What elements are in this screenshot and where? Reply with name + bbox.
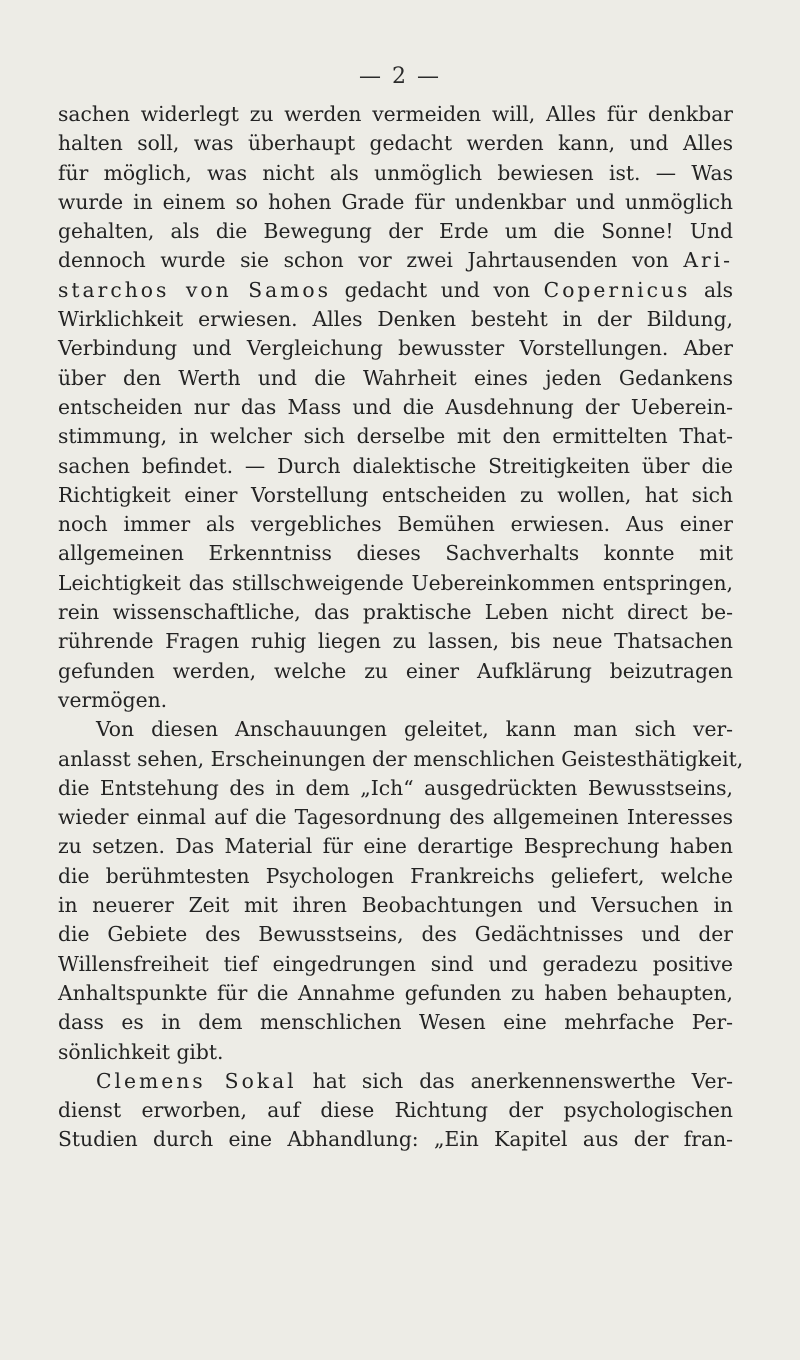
text-line (58, 1096, 733, 1125)
text-line (58, 569, 733, 598)
text-line (58, 100, 733, 129)
page-number: — 2 — (359, 64, 441, 89)
text-run: sachen widerlegt zu werden vermeiden will, Alles für denkbar (58, 102, 733, 126)
text-run: anlasst sehen, Erscheinungen der menschlichen Geistesthätigkeit, (58, 746, 744, 771)
text-line (58, 657, 733, 686)
text-run: zu setzen. Das Material für eine derartige Besprechung haben (58, 834, 733, 859)
text-line (58, 188, 733, 217)
text-run: wieder einmal auf die Tagesordnung des allgemeinen Interesses (58, 805, 733, 830)
text-run: Wirklichkeit erwiesen. Alles Denken besteht in der Bildung, (58, 307, 733, 332)
text-run: sachen befindet. — Durch dialektische Streitigkeiten über die (58, 453, 733, 478)
text-run: dennoch wurde sie schon vor zwei Jahrtausenden von (58, 248, 684, 273)
text-run: die Entstehung des in dem „Ich“ ausgedrückten Bewusstseins, (58, 775, 733, 800)
text-run: vermögen. (58, 687, 168, 712)
text-line (58, 862, 733, 891)
paragraph (58, 715, 744, 1067)
body-text (58, 100, 744, 1155)
text-line (58, 803, 733, 832)
text-line (58, 715, 733, 744)
paragraph (58, 1067, 733, 1155)
text-run: in neuerer Zeit mit ihren Beobachtungen und Versuchen in (58, 893, 733, 918)
text-line (58, 481, 733, 510)
text-line (58, 305, 733, 334)
text-line (58, 246, 733, 275)
text-line (58, 891, 733, 920)
text-line (58, 510, 733, 539)
spaced-name: Clemens Sokal (96, 1068, 297, 1093)
text-line (58, 832, 733, 861)
spaced-name: Ari- (683, 248, 733, 273)
text-run: Leichtigkeit das stillschweigende Uebereinkommen entspringen, (58, 570, 733, 595)
text-run: dass es in dem menschlichen Wesen eine mehrfache Per- (58, 1010, 733, 1035)
text-run: sönlichkeit gibt. (58, 1039, 224, 1064)
text-run: gehalten, als die Bewegung der Erde um die Sonne! Und (58, 219, 733, 244)
text-run: rührende Fragen ruhig liegen zu lassen, bis neue Thatsachen (58, 629, 733, 654)
text-run: Studien durch eine Abhandlung: „Ein Kapitel aus der fran- (58, 1127, 733, 1152)
text-run: dienst erworben, auf diese Richtung der psychologischen (58, 1098, 733, 1123)
text-line (58, 745, 744, 774)
text-run: halten soll, was überhaupt gedacht werden kann, und Alles (58, 131, 733, 156)
text-run: für möglich, was nicht als unmöglich bewiesen ist. — Was (58, 160, 733, 185)
text-run: gedacht und von (331, 277, 544, 302)
text-line (58, 1125, 733, 1154)
text-run: Anhaltspunkte für die Annahme gefunden zu haben behaupten, (58, 980, 733, 1005)
text-run: entscheiden nur das Mass und die Ausdehnung der Ueberein- (58, 394, 733, 419)
text-line (58, 452, 733, 481)
text-run: Richtigkeit einer Vorstellung entscheiden zu wollen, hat sich (58, 482, 733, 507)
text-line (58, 1038, 733, 1067)
text-line (58, 774, 733, 803)
text-line (58, 364, 733, 393)
spaced-name: Copernicus (543, 277, 691, 302)
text-run: allgemeinen Erkenntniss dieses Sachverhalts konnte mit (58, 541, 733, 566)
text-line (58, 129, 733, 158)
text-run: über den Werth und die Wahrheit eines jeden Gedankens (58, 365, 733, 390)
text-line (58, 422, 733, 451)
text-line (58, 598, 733, 627)
text-run: die Gebiete des Bewusstseins, des Gedächtnisses und der (58, 922, 733, 947)
text-run: Verbindung und Vergleichung bewusster Vorstellungen. Aber (58, 336, 733, 361)
text-line (58, 979, 733, 1008)
paragraph (58, 100, 733, 715)
text-run: als (690, 277, 733, 302)
text-run: rein wissenschaftliche, das praktische Leben nicht direct be- (58, 600, 733, 625)
text-run: gefunden werden, welche zu einer Aufklärung beizutragen (58, 658, 733, 683)
text-line (58, 1067, 733, 1096)
text-line (58, 539, 733, 568)
text-run: Willensfreiheit tief eingedrungen sind und geradezu positive (58, 951, 733, 976)
text-line (58, 1008, 733, 1037)
text-line (58, 950, 733, 979)
text-line (58, 276, 733, 305)
text-line (58, 217, 733, 246)
text-line (58, 627, 733, 656)
text-line (58, 686, 733, 715)
text-line (58, 393, 733, 422)
text-run: Von diesen Anschauungen geleitet, kann man sich ver- (96, 717, 733, 742)
text-line (58, 159, 733, 188)
text-run: stimmung, in welcher sich derselbe mit den ermittelten That- (58, 424, 733, 449)
spaced-name: starchos von Samos (58, 277, 332, 302)
text-line (58, 334, 733, 363)
text-run: noch immer als vergebliches Bemühen erwiesen. Aus einer (58, 512, 733, 537)
text-line (58, 920, 733, 949)
text-run: die berühmtesten Psychologen Frankreichs geliefert, welche (58, 863, 733, 888)
text-run: hat sich das anerkennenswerthe Ver- (296, 1068, 733, 1093)
text-run: wurde in einem so hohen Grade für undenkbar und unmöglich (58, 189, 733, 214)
